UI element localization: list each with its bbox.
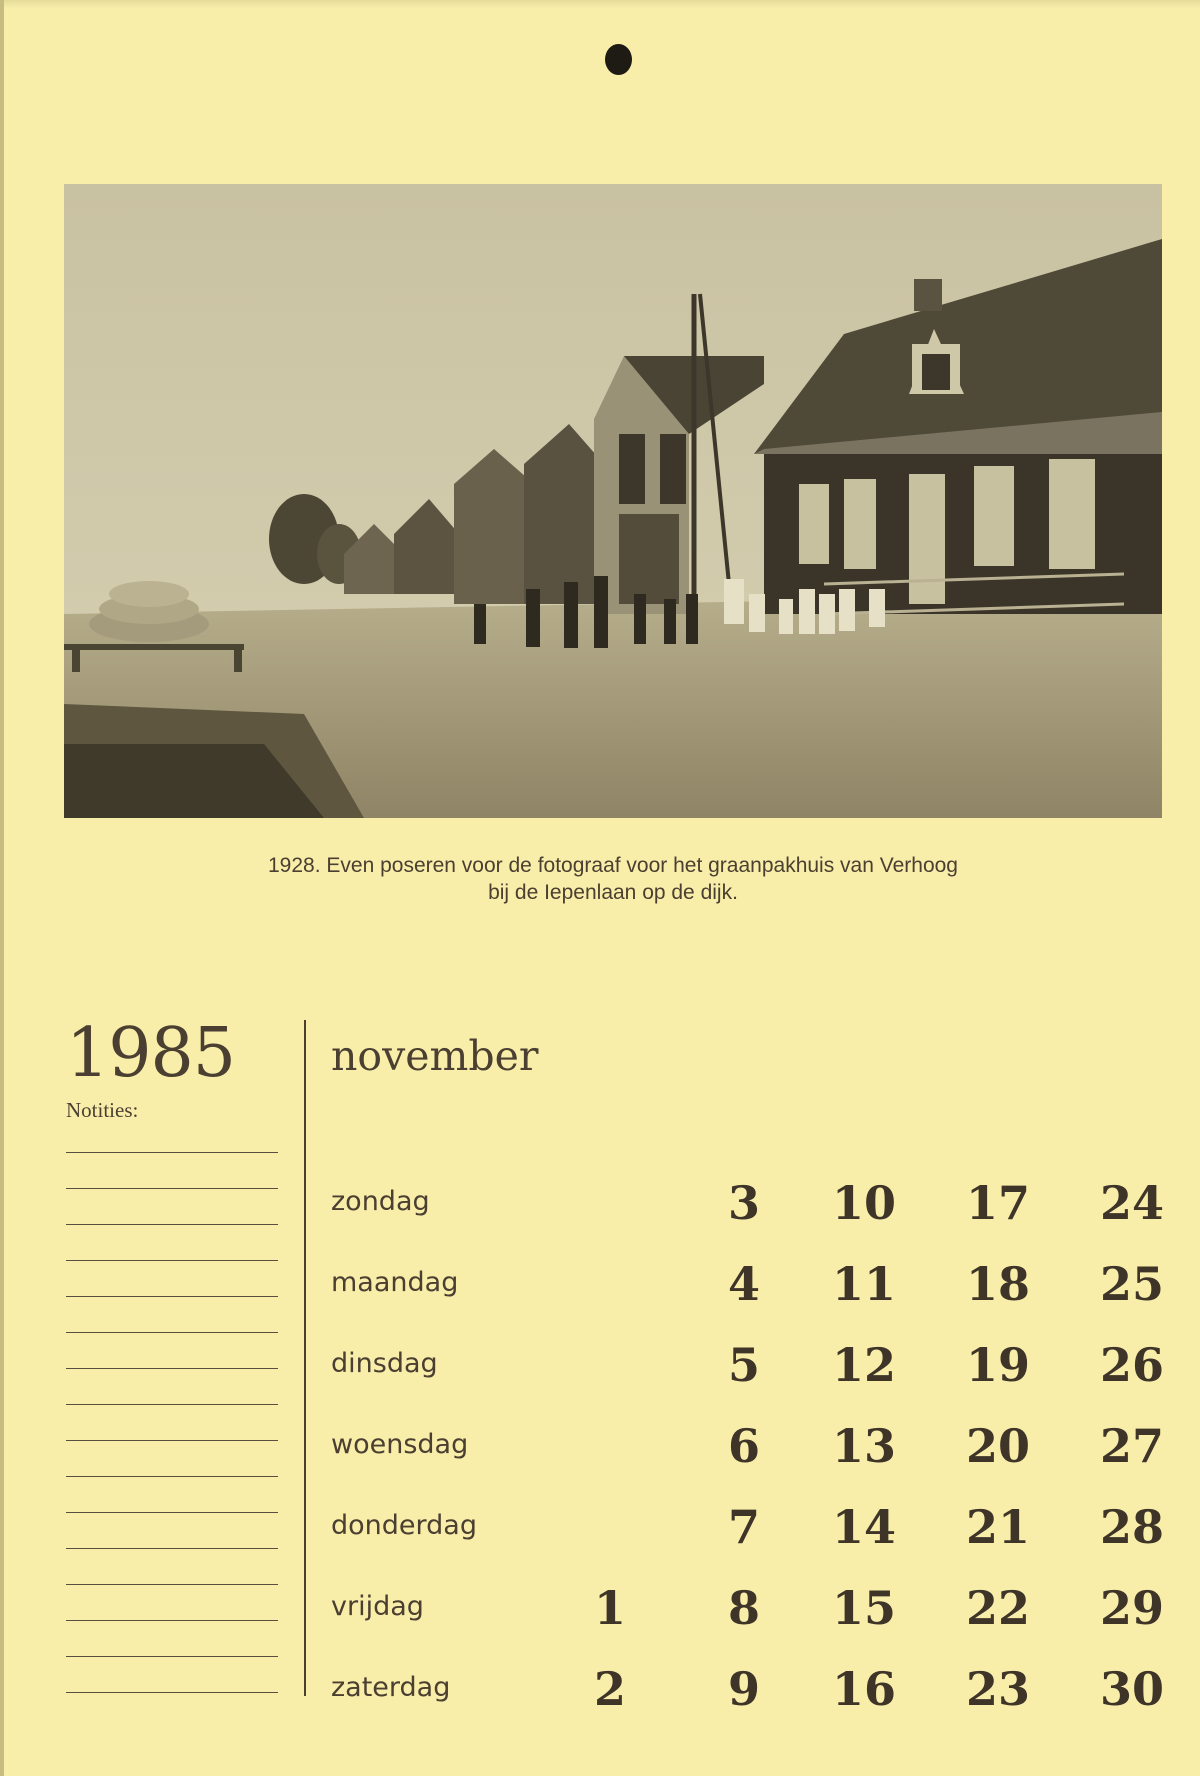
note-line	[66, 1692, 278, 1693]
day-name: donderdag	[331, 1510, 477, 1541]
date-cell: 8	[727, 1581, 760, 1635]
hanging-hole	[605, 44, 632, 75]
date-cell: 5	[727, 1338, 760, 1392]
day-name: zaterdag	[331, 1672, 451, 1703]
caption-line-2: bij de Iepenlaan op de dijk.	[488, 881, 738, 904]
date-cell: 23	[965, 1662, 1030, 1716]
date-cell: 19	[965, 1338, 1030, 1392]
date-cell: 13	[831, 1419, 896, 1473]
date-cell: 22	[965, 1581, 1030, 1635]
notes-label: Notities:	[66, 1098, 139, 1122]
month-heading: november	[331, 1032, 539, 1080]
date-cell: 14	[831, 1500, 896, 1554]
note-line	[66, 1620, 278, 1621]
page-top-edge	[0, 0, 1200, 8]
date-cell: 1	[593, 1581, 626, 1635]
date-cell: 16	[831, 1662, 896, 1716]
date-cell: 29	[1099, 1581, 1164, 1635]
date-cell: 30	[1099, 1662, 1164, 1716]
day-name: dinsdag	[331, 1348, 438, 1379]
photo-illustration	[64, 184, 1162, 818]
date-cell: 2	[593, 1662, 626, 1716]
date-cell: 20	[965, 1419, 1030, 1473]
date-cell: 9	[727, 1662, 760, 1716]
note-line	[66, 1512, 278, 1513]
date-cell: 6	[727, 1419, 760, 1473]
note-line	[66, 1332, 278, 1333]
note-line	[66, 1476, 278, 1477]
note-line	[66, 1188, 278, 1189]
date-cell: 25	[1099, 1257, 1164, 1311]
date-cell: 11	[831, 1257, 896, 1311]
date-cell: 4	[727, 1257, 760, 1311]
note-line	[66, 1440, 278, 1441]
day-name: zondag	[331, 1186, 430, 1217]
historic-photo	[64, 184, 1162, 818]
caption-line-1: 1928. Even poseren voor de fotograaf voor het graanpakhuis van Verhoog	[268, 854, 958, 877]
note-line	[66, 1656, 278, 1657]
date-cell: 10	[831, 1176, 896, 1230]
note-line	[66, 1548, 278, 1549]
date-cell: 24	[1099, 1176, 1164, 1230]
date-cell: 21	[965, 1500, 1030, 1554]
date-cell: 17	[965, 1176, 1030, 1230]
date-cell: 3	[727, 1176, 760, 1230]
day-name: vrijdag	[331, 1591, 424, 1622]
note-line	[66, 1224, 278, 1225]
date-cell: 7	[727, 1500, 760, 1554]
note-line	[66, 1368, 278, 1369]
date-cell: 12	[831, 1338, 896, 1392]
date-cell: 28	[1099, 1500, 1164, 1554]
day-name: woensdag	[331, 1429, 469, 1460]
year-heading: 1985	[66, 1014, 236, 1093]
column-divider	[304, 1020, 306, 1696]
note-line	[66, 1404, 278, 1405]
day-name: maandag	[331, 1267, 459, 1298]
note-line	[66, 1296, 278, 1297]
note-line	[66, 1260, 278, 1261]
date-cell: 27	[1099, 1419, 1164, 1473]
photo-caption	[64, 852, 1162, 906]
page-left-edge	[0, 0, 4, 1776]
note-line	[66, 1152, 278, 1153]
note-line	[66, 1584, 278, 1585]
date-cell: 18	[965, 1257, 1030, 1311]
date-cell: 15	[831, 1581, 896, 1635]
date-cell: 26	[1099, 1338, 1164, 1392]
